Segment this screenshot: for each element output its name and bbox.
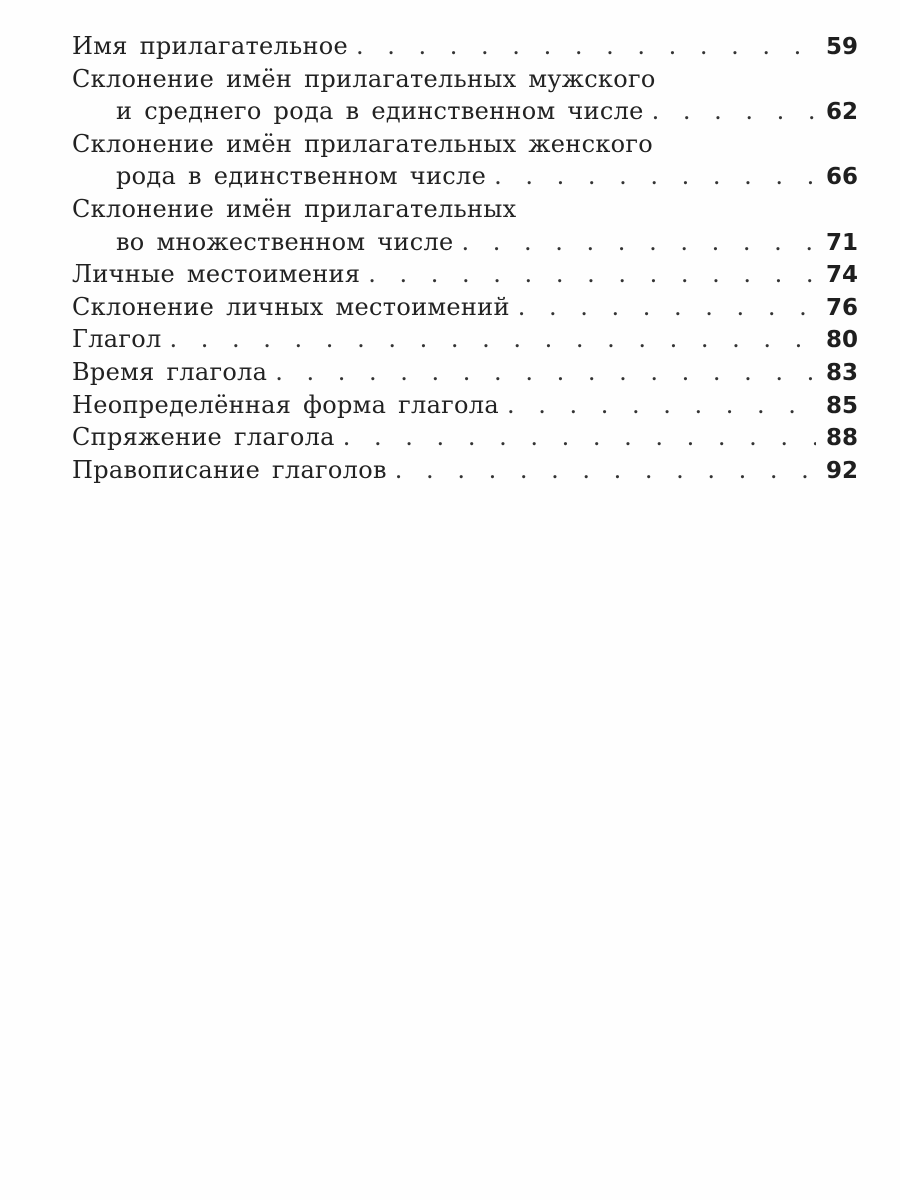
toc-page-number: 85 <box>825 392 858 419</box>
dot-leader <box>652 95 816 128</box>
toc-page-number: 66 <box>825 164 858 191</box>
toc-line <box>72 323 858 356</box>
toc-page-number: 76 <box>825 294 858 321</box>
toc-page-number: 74 <box>825 262 858 289</box>
toc-entry-title: Правописание глаголов <box>72 455 387 484</box>
toc-entry-personal-pronouns <box>72 258 858 291</box>
toc-entry-title: Склонение имён прилагательных женского <box>72 129 654 158</box>
toc-entry-adjective-declension-plural <box>72 193 858 258</box>
toc-line <box>72 193 858 226</box>
toc-line-continuation <box>72 226 858 259</box>
toc-entry-adjective <box>72 30 858 63</box>
toc-page-number: 88 <box>825 425 858 452</box>
dot-leader <box>368 258 816 291</box>
toc-entry-verb <box>72 323 858 356</box>
toc-entry-title: Склонение личных местоимений <box>72 292 510 321</box>
dot-leader <box>507 389 816 422</box>
toc-line <box>72 63 858 96</box>
toc-entry-verb-tense <box>72 356 858 389</box>
table-of-contents <box>72 30 858 486</box>
toc-entry-title-continuation: рода в единственном числе <box>116 162 487 191</box>
toc-line-continuation <box>72 160 858 193</box>
toc-page-number: 59 <box>825 34 858 60</box>
toc-entry-title: Время глагола <box>72 357 268 386</box>
toc-page-number: 92 <box>825 457 858 484</box>
toc-page-number: 62 <box>825 99 858 126</box>
toc-line <box>72 258 858 291</box>
dot-leader <box>395 454 816 487</box>
dot-leader <box>462 226 816 259</box>
toc-line <box>72 389 858 422</box>
toc-entry-title: Личные местоимения <box>72 260 361 289</box>
toc-entry-verb-spelling <box>72 454 858 487</box>
toc-entry-infinitive <box>72 389 858 422</box>
toc-line <box>72 356 858 389</box>
toc-entry-title: Имя прилагательное <box>72 32 349 60</box>
toc-entry-title-continuation: во множественном числе <box>116 227 454 256</box>
toc-line-continuation <box>72 95 858 128</box>
toc-entry-verb-conjugation <box>72 421 858 454</box>
toc-entry-title: Неопределённая форма глагола <box>72 390 499 419</box>
toc-entry-title: Спряжение глагола <box>72 423 335 452</box>
toc-entry-pronoun-declension <box>72 291 858 324</box>
dot-leader <box>343 421 816 454</box>
toc-page-number: 83 <box>825 359 858 386</box>
dot-leader <box>494 160 816 193</box>
dot-leader <box>356 30 816 63</box>
toc-page-number: 80 <box>825 327 858 354</box>
dot-leader <box>170 323 816 356</box>
toc-entry-title: Глагол <box>72 325 162 354</box>
toc-entry-adjective-declension-masc-neut <box>72 63 858 128</box>
toc-line <box>72 421 858 454</box>
toc-entry-title: Склонение имён прилагательных <box>72 194 517 223</box>
toc-line <box>72 30 858 63</box>
dot-leader <box>275 356 816 389</box>
toc-entry-title-continuation: и среднего рода в единственном числе <box>116 97 644 126</box>
toc-entry-title: Склонение имён прилагательных мужского <box>72 64 656 93</box>
toc-entry-adjective-declension-fem <box>72 128 858 193</box>
toc-page-number: 71 <box>825 229 858 256</box>
dot-leader <box>518 291 816 324</box>
toc-line <box>72 291 858 324</box>
toc-line <box>72 128 858 161</box>
toc-line <box>72 454 858 487</box>
